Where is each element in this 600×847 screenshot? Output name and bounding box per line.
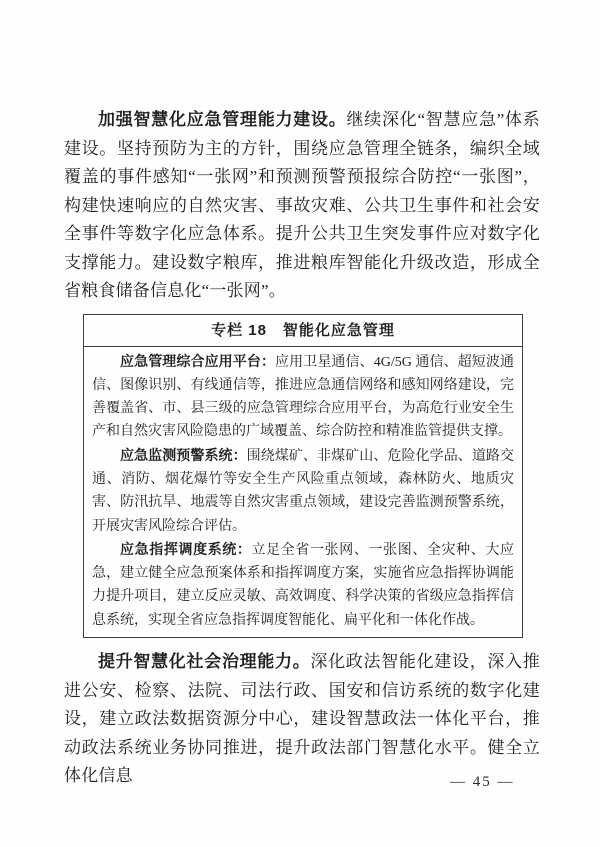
page-content bbox=[64, 0, 540, 791]
paragraph-lead-emergency: 加强智慧化应急管理能力建设。 bbox=[98, 110, 347, 129]
paragraph-text-governance: 深化政法智能化建设，深入推进公安、检察、法院、司法行政、国安和信访系统的数字化建设，建立政法数据资源分中心，建设智慧政法一体化平台，推动政法系统业务协同推进，提升政法部门智慧化水平。健全立体化信息 bbox=[64, 652, 540, 786]
box-item-text-monitoring-warning: 围绕煤矿、非煤矿山、危险化学品、道路交通、消防、烟花爆竹等安全生产风险重点领域，森林防火、地质灾害、防汛抗旱、地震等自然灾害重点领域，建设完善监测预警系统，开展灾害风险综合评估。 bbox=[92, 448, 515, 534]
box-item-lead-monitoring-warning: 应急监测预警系统： bbox=[120, 446, 247, 463]
feature-box-18 bbox=[83, 314, 523, 639]
paragraph-text-emergency: 继续深化“智慧应急”体系建设。坚持预防为主的方针，围绕应急管理全链条，编织全域覆盖的事件感知“一张网”和预测预警预报综合防控“一张图”，构建快速响应的自然灾害、事故灾难、公共卫生事件和社会安全事件等数字化应急体系。提升公共卫生突发事件应对数字化支撑能力。建设数字粮库，推进粮库智能化升级改造，形成全省粮食储备信息化“一张网”。 bbox=[64, 110, 540, 300]
body-paragraph-emergency bbox=[64, 106, 540, 306]
box-item-command-dispatch bbox=[92, 538, 514, 632]
feature-box-content bbox=[84, 347, 522, 638]
box-item-lead-application-platform: 应急管理综合应用平台： bbox=[120, 352, 276, 369]
box-item-text-command-dispatch: 立足全省一张网、一张图、全灾种、大应急，建立健全应急预案体系和指挥调度方案，实施省应急指挥协调能力提升项目，建立反应灵敏、高效调度、科学决策的省级应急指挥信息系统，实现全省应急指挥调度智能化、扁平化和一体化作战。 bbox=[92, 542, 515, 628]
page-number-footer: — 45 — bbox=[450, 774, 515, 790]
feature-box-title: 专栏 18 智能化应急管理 bbox=[84, 315, 522, 347]
body-paragraph-governance bbox=[64, 648, 540, 791]
box-item-monitoring-warning bbox=[92, 444, 514, 538]
box-item-text-application-platform: 应用卫星通信、4G/5G 通信、超短波通信、图像识别、有线通信等，推进应急通信网络和感知网络建设，完善覆盖省、市、县三级的应急管理综合应用平台，为高危行业安全生产和自然灾害风险隐患的广域覆盖、综合防控和精准监管提供支撑。 bbox=[92, 354, 514, 440]
box-item-lead-command-dispatch: 应急指挥调度系统： bbox=[120, 540, 252, 557]
box-item-application-platform bbox=[92, 350, 514, 444]
paragraph-lead-governance: 提升智慧化社会治理能力。 bbox=[98, 652, 311, 672]
